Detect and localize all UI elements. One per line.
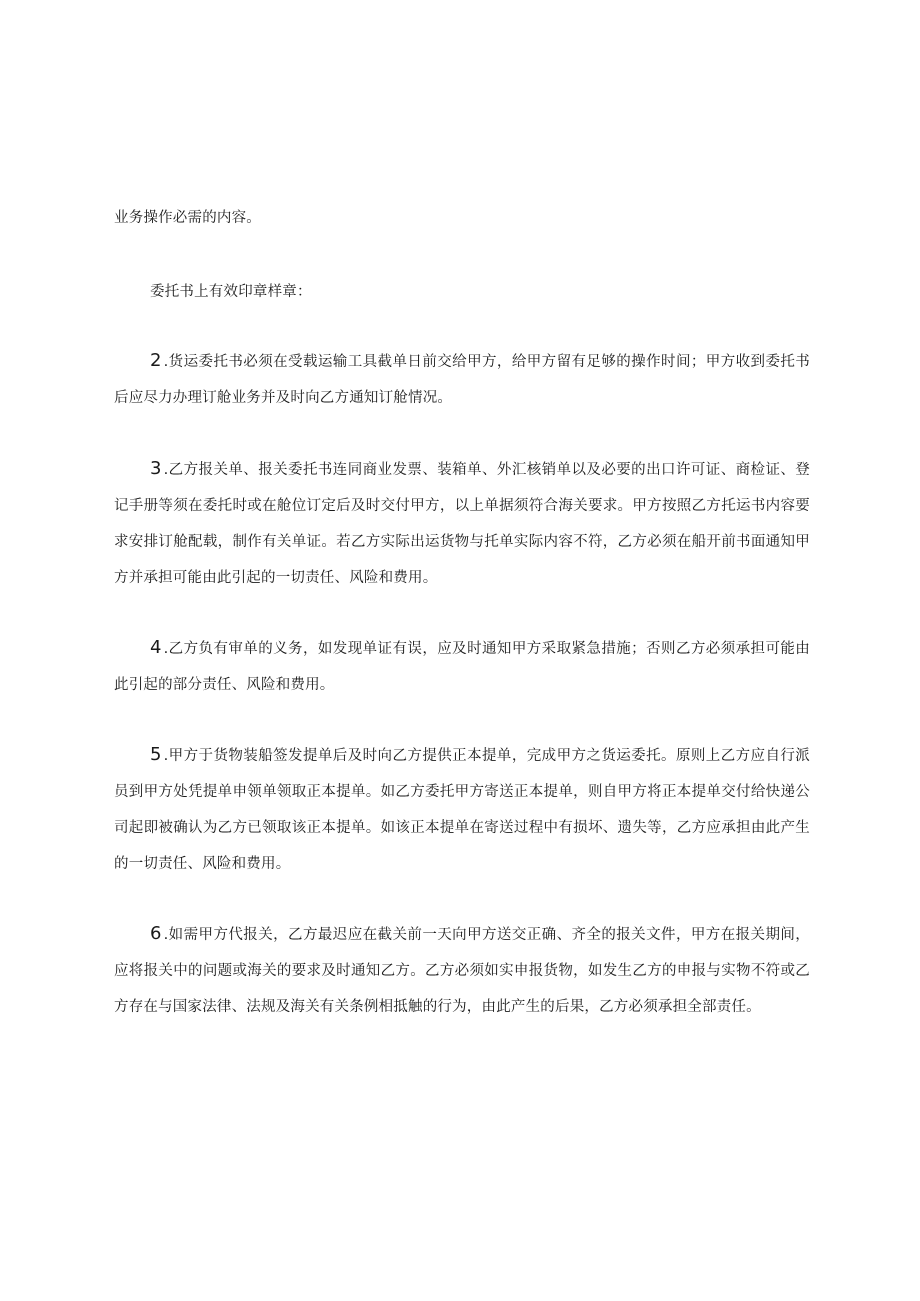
- seal-note: 委托书上有效印章样章：: [150, 284, 312, 300]
- clause-number: 4: [150, 637, 162, 658]
- clause-number: 5: [150, 744, 162, 765]
- clause-3: [114, 451, 810, 596]
- clause-number: 6: [150, 923, 162, 944]
- clause-6: [114, 916, 810, 1025]
- clause-text: .如需甲方代报关，乙方最迟应在截关前一天向甲方送交正确、齐全的报关文件，甲方在报关期间，应将报关中的问题或海关的要求及时通知乙方。乙方必须如实申报货物，如发生乙方的申报与实物不符或乙方存在与国家法律、法规及海关有关条例相抵触的行为，由此产生的后果，乙方必须承担全部责任。: [114, 927, 810, 1015]
- clause-4: [114, 630, 810, 703]
- clause-number: 3: [150, 458, 162, 479]
- clause-text: .乙方报关单、报关委托书连同商业发票、装箱单、外汇核销单以及必要的出口许可证、商检证、登记手册等须在委托时或在舱位订定后及时交付甲方，以上单据须符合海关要求。甲方按照乙方托运书内容要求安排订舱配载，制作有关单证。若乙方实际出运货物与托单实际内容不符，乙方必须在船开前书面通知甲方并承担可能由此引起的一切责任、风险和费用。: [114, 462, 810, 586]
- continuation-text: 业务操作必需的内容。: [114, 210, 261, 226]
- clause-text: .货运委托书必须在受载运输工具截单日前交给甲方，给甲方留有足够的操作时间；甲方收到委托书后应尽力办理订舱业务并及时向乙方通知订舱情况。: [114, 354, 810, 406]
- clause-number: 2: [150, 350, 162, 371]
- clause-text: .甲方于货物装船签发提单后及时向乙方提供正本提单，完成甲方之货运委托。原则上乙方应自行派员到甲方处凭提单申领单领取正本提单。如乙方委托甲方寄送正本提单，则自甲方将正本提单交付给快递公司起即被确认为乙方已领取该正本提单。如该正本提单在寄送过程中有损坏、遗失等，乙方应承担由此产生的一切责任、风险和费用。: [114, 748, 810, 872]
- clause-text: .乙方负有审单的义务，如发现单证有误，应及时通知甲方采取紧急措施；否则乙方必须承担可能由此引起的部分责任、风险和费用。: [114, 641, 810, 693]
- clause-5: [114, 737, 810, 882]
- clause-2: [114, 343, 810, 416]
